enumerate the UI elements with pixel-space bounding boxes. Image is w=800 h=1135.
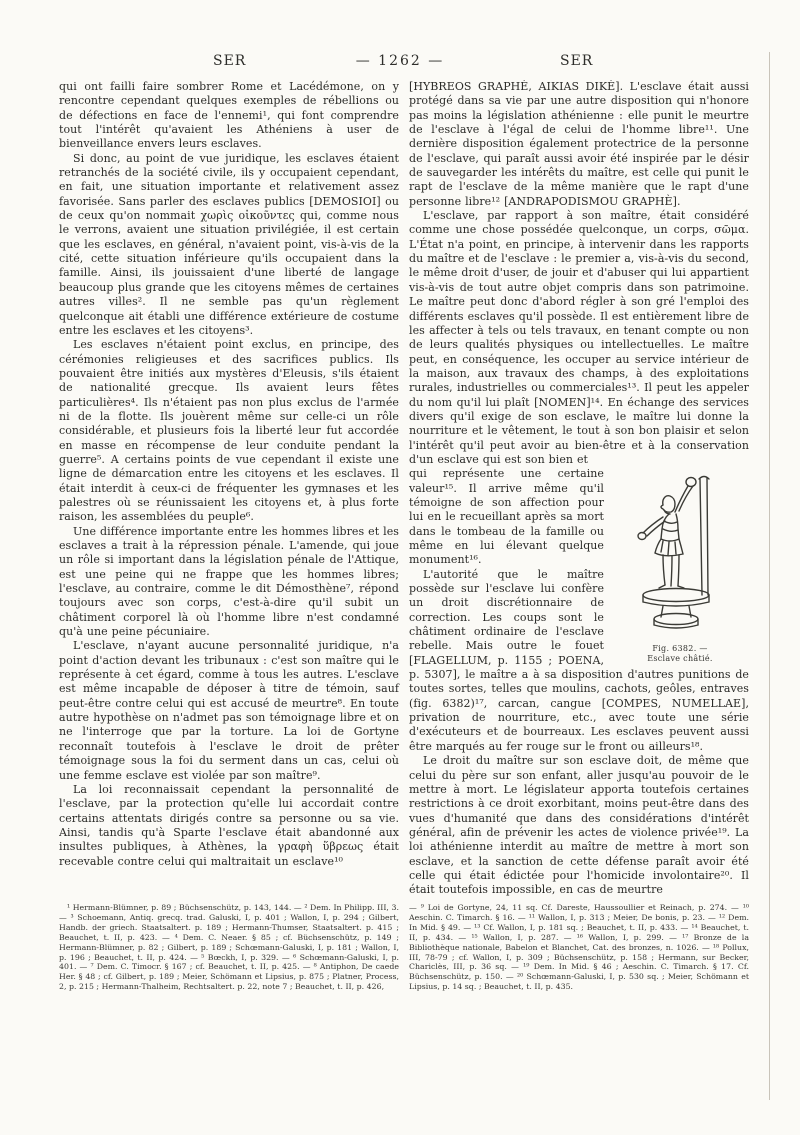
- paragraph: L'esclave, par rapport à son maître, était considéré comme une chose possédée quelconque, un corps, σῶμα. L'État n'a point, en principe, à intervenir dans les rapports du maître et de l'esclave : le premier a, vis-à-vis du second, le même droit d'user, de jouir et d'abuser qui lui appartient vis-à-vis de tout autre objet compris dans son patrimoine. Le maître peut donc d'abord régler à son gré l'emploi des différents esclaves qu'il possède. Il est entièrement libre de les affecter à tels ou tels travaux, en tenant compte ou non de leurs qualités physiques ou intellectuelles. Le maître peut, en conséquence, les occuper au service intérieur de la maison, aux travaux des champs, à des exploitations rurales, industrielles ou commerciales¹³. Il peut les appeler du nom qu'il lui plaît [NOMEN]¹⁴. En échange des services divers qu'il exige de son esclave, le maître lui donne la nourriture et le vêtement, le tout à son bon plaisir et selon l'intérêt qu'il peut avoir au bien-être et à la conservation d'un esclave qui est son bien et: [409, 209, 749, 466]
- figure-caption-number: Fig. 6382. —: [652, 644, 708, 654]
- paragraph: Le droit du maître sur son esclave doit, de même que celui du père sur son enfant, aller jusqu'au pouvoir de le mettre à mort. Le législateur apporta toutefois certaines restrictions à ce droit exorbitant, moins peut-être dans des vues d'humanité que dans des considérations d'intérêt général, afin de prévenir les actes de violence privée¹⁹. La loi athénienne interdit au maître de mettre à mort son esclave, et la sanction de cette défense paraît avoir été celle qui était édictée pour l'homicide involontaire²⁰. Il était toutefois impossible, en cas de meurtre: [409, 754, 749, 897]
- paragraph: La loi reconnaissait cependant la personnalité de l'esclave, par la protection qu'elle lui accordait contre certains attentats dirigés contre sa personne ou sa vie. Ainsi, tandis qu'à Sparte l'esclave était abandonné aux insultes publiques, à Athènes, la γραφὴ ὕβρεως était recevable contre celui qui maltraitait un esclave¹⁰: [59, 782, 399, 868]
- paragraph: Si donc, au point de vue juridique, les esclaves étaient retranchés de la société civile, ils y occupaient cependant, en fait, une situation importante et relativement assez favorisée. Sans parler des esclaves publics [DEMOSIOI] ou de ceux qu'on nommait χωρὶς οἰκοῦντες qui, comme nous le verrons, avaient une situation privilégiée, il est certain que les esclaves, en général, n'avaient point, vis-à-vis de la cité, cette situation inférieure qu'ils occupaient dans la famille. Ainsi, ils jouissaient d'une liberté de langage beaucoup plus grande que les citoyens mêmes de certaines autres villes². Il ne semble pas qu'un règlement quelconque ait établi une différence extérieure de costume entre les esclaves et les citoyens³.: [59, 151, 399, 337]
- footnotes-right-column: — ⁹ Loi de Gortyne, 24, 11 sq. Cf. Dareste, Haussoullier et Reinach, p. 274. — ¹⁰ Aeschin. C. Timarch. § 16. — ¹¹ Wallon, I, p. 313 ; Meier, De bonis, p. 23. — ¹² Dem. In Mid. § 49. — ¹³ Cf. Wallon, I, p. 181 sq. ; Beauchet, t. II, p. 433. — ¹⁴ Beauchet, t. II, p. 434. — ¹⁵ Wallon, I, p. 287. — ¹⁶ Wallon, I, p. 299. — ¹⁷ Bronze de la Bibliothèque nationale, Babelon et Blanchet, Cat. des bronzes, n. 1026. — ¹⁸ Pollux, III, 78-79 ; cf. Wallon, I, p. 309 ; Büchsenschütz, p. 158 ; Hermann, sur Becker, Chariclès, III, p. 36 sq. — ¹⁹ Dem. In Mid. § 46 ; Aeschin. C. Timarch. § 17. Cf. Büchsenschütz, p. 150. — ²⁰ Schœmann-Galuski, I, p. 530 sq. ; Meier, Schömann et Lipsius, p. 14 sq. ; Beauchet, t. II, p. 435.: [409, 903, 749, 992]
- figure-esclave-chatie: [611, 469, 749, 664]
- body-columns: [59, 80, 749, 898]
- running-title-right: SER: [560, 53, 594, 69]
- footnotes-left-column: ¹ Hermann-Blümner, p. 89 ; Büchsenschütz, p. 143, 144. — ² Dem. In Philipp. III, 3. — ³ Schoemann, Antiq. grecq. trad. Galuski, I, p. 401 ; Wallon, I, p. 294 ; Gilbert, Handb. der griech. Staatsaltert. p. 189 ; Hermann-Thumser, Staatsaltert. p. 415 ; Beauchet, t. II, p. 423. — ⁴ Dem. C. Neaer. § 85 ; cf. Büchsenschütz, p. 149 ; Hermann-Blümner, p. 82 ; Gilbert, p. 189 ; Schœmann-Galuski, I, p. 181 ; Wallon, I, p. 196 ; Beauchet, t. II, p. 424. — ⁵ Bœckh, I, p. 329. — ⁶ Schœmann-Galuski, I, p. 401. — ⁷ Dem. C. Timocr. § 167 ; cf. Beauchet, t. II, p. 425. — ⁸ Antiphon, De caede Her. § 48 ; cf. Gilbert, p. 189 ; Meier, Schömann et Lipsius, p. 875 ; Platner, Process, 2, p. 215 ; Hermann-Thalheim, Rechtsaltert. p. 22, note 7 ; Beauchet, t. II, p. 426,: [59, 903, 399, 992]
- scan-edge-line: [769, 52, 770, 1100]
- paragraph: [HYBREOS GRAPHÈ, AIKIAS DIKÈ]. L'esclave était aussi protégé dans sa vie par une autre disposition qui n'honore pas moins la législation athénienne : elle punit le meurtre de l'esclave à l'égal de celui de l'homme libre¹¹. Une dernière disposition également protectrice de la personne de l'esclave, qui paraît aussi avoir été inspirée par le désir de sauvegarder les intérêts du maître, est celle qui punit le rapt de l'esclave de la même manière que le rapt d'une personne libre¹² [ANDRAPODISMOU GRAPHÈ].: [409, 80, 749, 208]
- paragraph: qui ont failli faire sombrer Rome et Lacédémone, on y rencontre cependant quelques exemples de rébellions ou de défections en face de l'ennemi¹, qui font comprendre tout l'intérêt qu'avaient les Athéniens à user de bienveillance envers leurs esclaves.: [59, 80, 399, 151]
- page-number: — 1262 —: [355, 53, 445, 69]
- paragraph: qui représente une certaine valeur¹⁵. Il arrive même qu'il témoigne de son affection pour lui en le recueillant après sa mort dans le tombeau de la famille ou même en lui élevant quelque monument¹⁶.: [409, 467, 604, 567]
- figure-caption: [611, 644, 749, 664]
- running-title-left: SER: [213, 53, 247, 69]
- paragraph: L'esclave, n'ayant aucune personnalité juridique, n'a point d'action devant les tribunaux : c'est son maître qui le représente à cet égard, comme à tous les autres. L'esclave est même incapable de déposer à titre de témoin, sauf peut-être contre celui qui est accusé de meurtre⁸. En toute autre hypothèse on n'admet pas son témoignage libre et on ne l'interroge que par la torture. La loi de Gortyne reconnaît toutefois à l'esclave le droit de prêter témoignage sous la foi du serment dans un cas, celui où une femme esclave est violée par son maître⁹.: [59, 639, 399, 782]
- page-header: [0, 53, 800, 71]
- paragraph: Une différence importante entre les hommes libres et les esclaves a trait à la répression pénale. L'amende, qui joue un rôle si important dans la législation pénale de l'Attique, est une peine qui ne frappe que les hommes libres; l'esclave, au contraire, comme le dit Démosthène⁷, répond toujours avec son corps, c'est-à-dire qu'il subit un châtiment corporel là où l'homme libre n'est condamné qu'à une peine pécuniaire.: [59, 524, 399, 639]
- footnotes-section: [59, 903, 749, 992]
- right-column: [409, 80, 749, 898]
- paragraph: Les esclaves n'étaient point exclus, en principe, des cérémonies religieuses et des sacrifices publics. Ils pouvaient être initiés aux mystères d'Eleusis, s'ils étaient de nationalité grecque. Ils avaient leurs fêtes particulières⁴. Ils n'étaient pas non plus exclus de l'armée ni de la flotte. Ils jouèrent même sur celle-ci un rôle considérable, et plusieurs fois la liberté leur fut accordée en masse en récompense de leur conduite pendant la guerre⁵. A certains points de vue cependant il existe une ligne de démarcation entre les citoyens et les esclaves. Il était interdit à ceux-ci de fréquenter les gymnases et les palestres où se réunissaient les citoyens et, à plus forte raison, les assemblées du peuple⁶.: [59, 338, 399, 524]
- left-column: [59, 80, 399, 898]
- paragraph: L'autorité que le maître possède sur l'esclave lui confère un droit discrétionnaire de correction. Les coups sont le châtiment ordinaire de l'esclave rebelle. Mais outre le fouet [FLAGELLUM, p. 1155 ; POENA, p. 5307], le maître a à sa disposition d'autres punitions de toutes sortes, telles que moulins, cachots, geôles, entraves (fig. 6382)¹⁷, carcan, cangue [COMPES, NUMELLAE], privation de nourriture, etc., avec toute une série d'exécuteurs et de bourreaux. Les esclaves peuvent aussi être marqués au fer rouge sur le front ou ailleurs¹⁸.: [409, 567, 749, 753]
- slave-statuette-engraving-icon: [621, 469, 739, 641]
- figure-caption-title: Esclave châtié.: [647, 654, 713, 664]
